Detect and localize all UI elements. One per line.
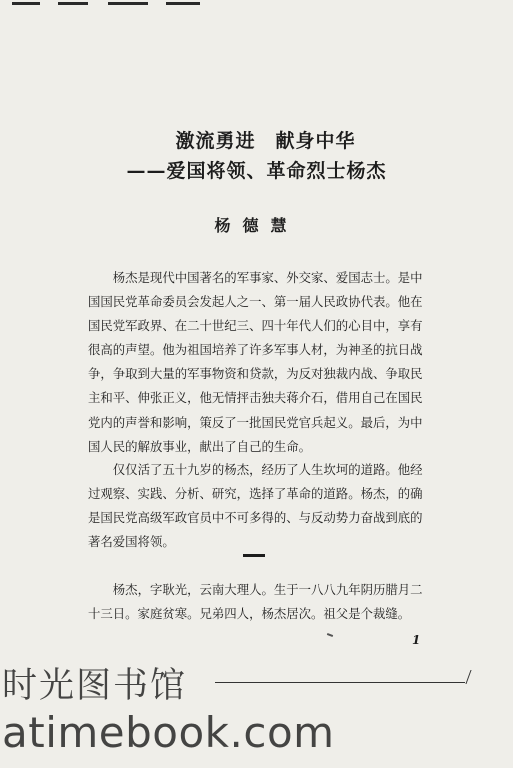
text-line: 杨杰是现代中国著名的军事家、外交家、爱国志士。是中 xyxy=(112,270,423,285)
chapter-title xyxy=(0,128,513,184)
text-line: 是国民党高级军政官员中不可多得的、与反动势力奋战到底的 xyxy=(88,510,423,526)
text-line: 杨杰，字耿光，云南大理人。生于一八八九年阴历腊月二 xyxy=(112,582,423,597)
text-line: 主和平、伸张正义，他无情抨击独夫蒋介石，借用自己在国民 xyxy=(88,390,423,406)
author-name: 杨德慧 xyxy=(214,216,299,235)
watermark-chinese: 时光图书馆 xyxy=(2,666,188,706)
text-line: 争，争取到大量的军事物资和贷款，为反对独裁内战、争取民 xyxy=(88,366,423,382)
top-mark xyxy=(108,2,148,5)
paragraph-3 xyxy=(88,578,446,626)
top-mark xyxy=(58,2,88,5)
text-line: 十三日。家庭贫寒。兄弟四人，杨杰居次。祖父是个裁缝。 xyxy=(88,606,411,622)
top-edge-marks xyxy=(0,0,513,10)
text-line: 仅仅活了五十九岁的杨杰，经历了人生坎坷的道路。他经 xyxy=(112,462,423,477)
page-number: 1 xyxy=(412,633,421,647)
text-line: 著名爱国将领。 xyxy=(88,534,175,550)
text-line: 国国民党革命委员会发起人之一、第一届人民政协代表。他在 xyxy=(88,294,423,310)
text-line: 过观察、实践、分析、研究，选择了革命的道路。杨杰，的确 xyxy=(88,486,423,502)
bottom-rule xyxy=(215,682,465,683)
text-line: 很高的声望。他为祖国培养了许多军事人材，为神圣的抗日战 xyxy=(88,342,423,358)
paragraph-2 xyxy=(88,458,446,554)
paragraph-1 xyxy=(88,266,446,459)
text-line: 国民党军政界、在二十世纪三、四十年代人们的心目中，享有 xyxy=(88,318,423,334)
text-line: 国人民的解放事业，献出了自己的生命。 xyxy=(88,438,312,454)
text-line: 党内的声誉和影响，策反了一批国民党官兵起义。最后，为中 xyxy=(88,414,423,430)
bottom-rule-hook xyxy=(462,670,471,684)
title-line-1: 激流勇进 献身中华 xyxy=(175,130,356,152)
title-line-2: ——爱国将领、革命烈士杨杰 xyxy=(126,160,387,182)
top-mark xyxy=(12,2,40,5)
section-marker xyxy=(243,554,265,557)
top-mark xyxy=(166,2,200,5)
watermark-latin: atimebook.com xyxy=(2,708,335,757)
print-speck xyxy=(327,633,333,637)
